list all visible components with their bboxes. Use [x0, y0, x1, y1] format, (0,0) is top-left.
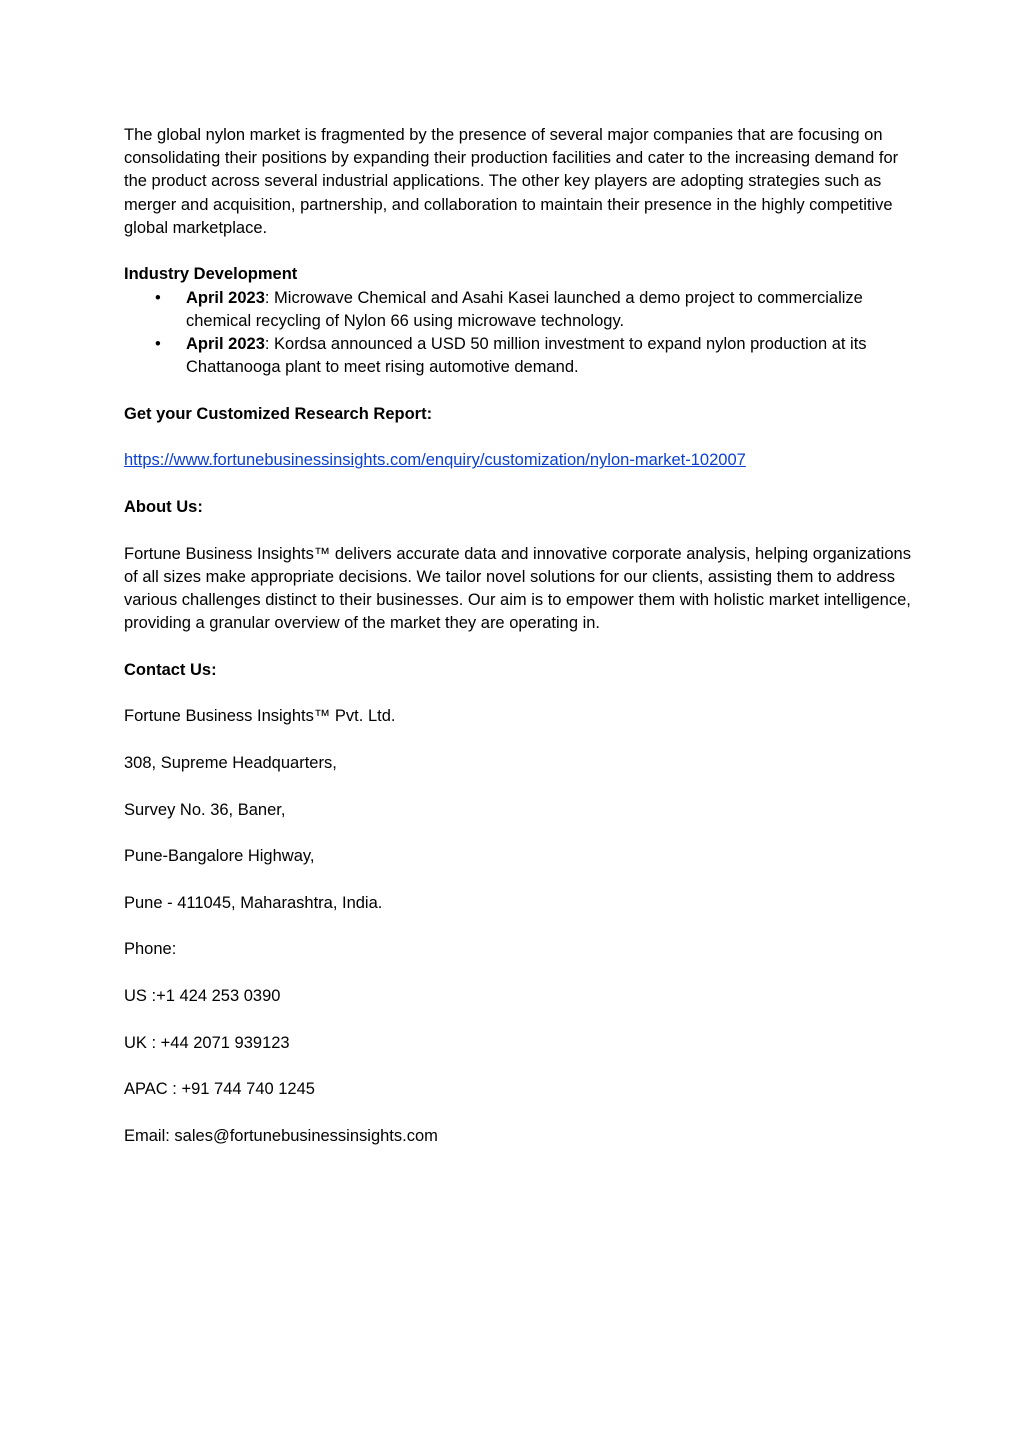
- industry-development-list: [124, 287, 914, 380]
- intro-paragraph: The global nylon market is fragmented by the presence of several major companies that are focusing on consolidating their positions by expanding their production facilities and cater to the increasing demand for the product across several industrial applications. The other key players are adopting strategies such as merger and acquisition, partnership, and collaboration to maintain their presence in the highly competitive global marketplace.: [124, 126, 899, 237]
- contact-address-line2: Survey No. 36, Baner,: [124, 800, 286, 819]
- contact-address-line4: Pune - 411045, Maharashtra, India.: [124, 893, 383, 912]
- list-item: [124, 333, 914, 379]
- contact-heading: Contact Us:: [124, 660, 217, 679]
- contact-email: Email: sales@fortunebusinessinsights.com: [124, 1126, 438, 1145]
- industry-development-heading: Industry Development: [124, 265, 298, 284]
- item-text: : Kordsa announced a USD 50 million investment to expand nylon production at its Chattanooga plant to meet rising automotive demand.: [186, 335, 867, 377]
- bullet-icon: •: [155, 288, 161, 307]
- contact-phone-uk: UK : +44 2071 939123: [124, 1033, 290, 1052]
- contact-address-line3: Pune-Bangalore Highway,: [124, 847, 315, 866]
- item-date: April 2023: [186, 288, 265, 307]
- contact-address-line1: 308, Supreme Headquarters,: [124, 753, 337, 772]
- contact-phone-label: Phone:: [124, 940, 177, 959]
- contact-company: Fortune Business Insights™ Pvt. Ltd.: [124, 707, 396, 726]
- bullet-icon: •: [155, 335, 161, 354]
- item-text: : Microwave Chemical and Asahi Kasei launched a demo project to commercialize chemical recycling of Nylon 66 using microwave technology.: [186, 288, 863, 330]
- list-item: [124, 287, 914, 333]
- contact-phone-us: US :+1 424 253 0390: [124, 986, 281, 1005]
- contact-phone-apac: APAC : +91 744 740 1245: [124, 1080, 315, 1099]
- item-date: April 2023: [186, 335, 265, 354]
- about-paragraph: Fortune Business Insights™ delivers accurate data and innovative corporate analysis, helping organizations of all sizes make appropriate decisions. We tailor novel solutions for our clients, assisting them to address various challenges distinct to their businesses. Our aim is to empower them with holistic market intelligence, providing a granular overview of the market they are operating in.: [124, 544, 911, 633]
- about-heading: About Us:: [124, 498, 203, 516]
- custom-report-link[interactable]: https://www.fortunebusinessinsights.com/enquiry/customization/nylon-market-102007: [124, 451, 746, 470]
- document-page: [124, 124, 914, 1148]
- custom-report-heading: Get your Customized Research Report:: [124, 404, 433, 423]
